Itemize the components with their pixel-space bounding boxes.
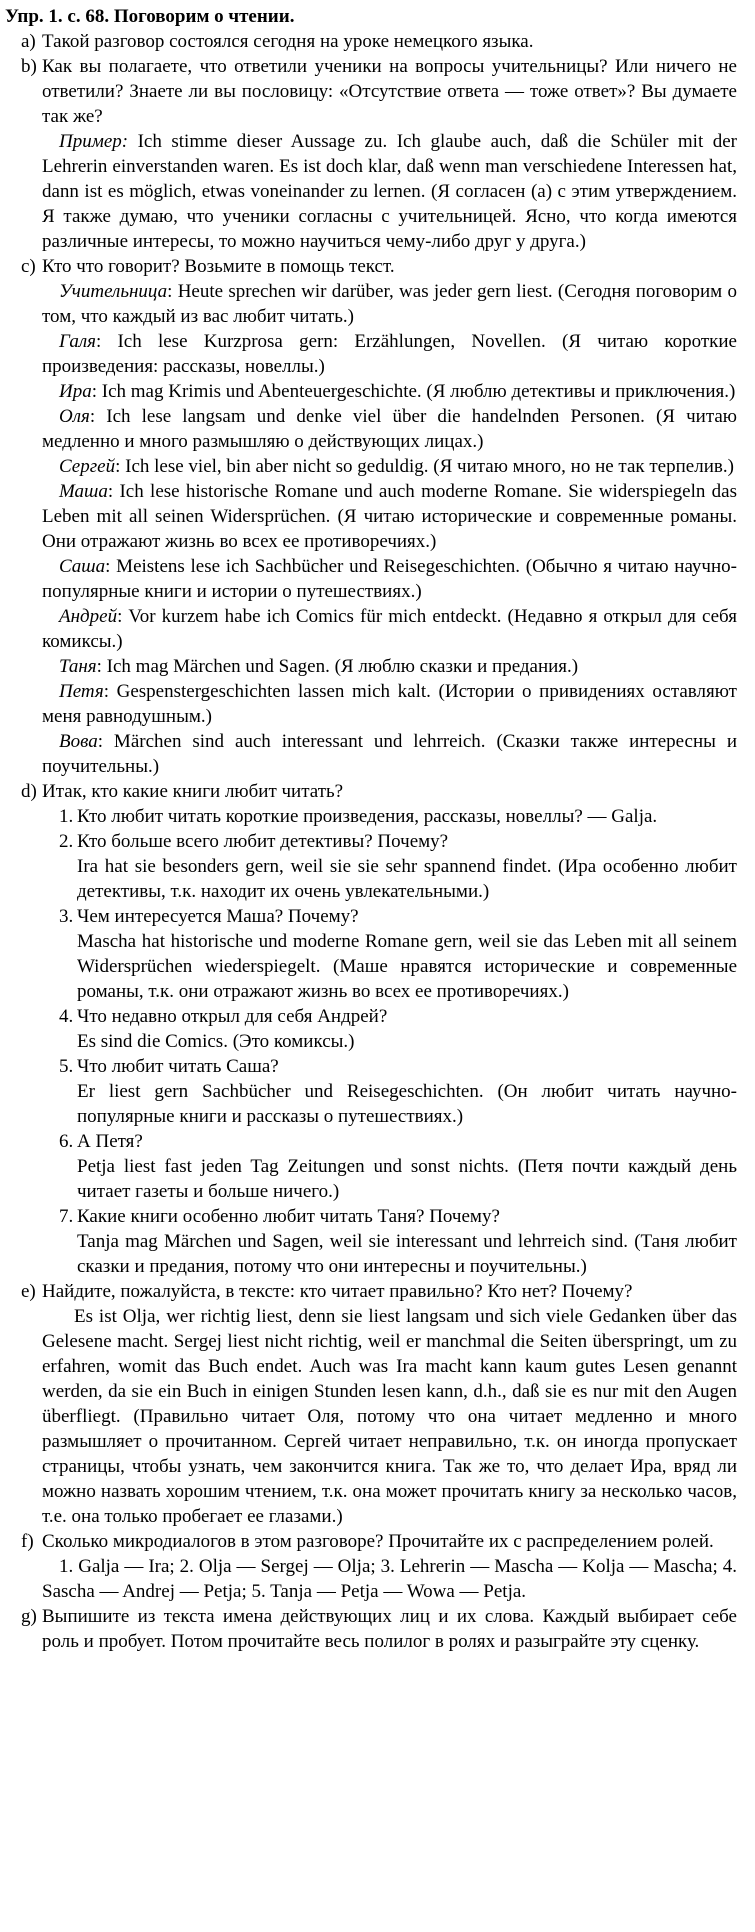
roles-list: 1. Galja — Ira; 2. Olja — Sergej — Olja; 3. Lehrerin — Mascha — Kolja — Mascha; 4. Sascha — Andrej — Petja; 5. Tanja — Petja — Wowa — Petja. [42,1556,737,1602]
speaker-name: Таня [59,656,97,677]
exercise-title: Упр. 1. с. 68. Поговорим о чтении. [5,6,295,27]
question-text: А Петя? [77,1131,143,1152]
answer-text: Ira hat sie besonders gern, weil sie sie sehr spannend findet. (Ира особенно любит детективы, т.к. находит их очень увлекательными.) [77,856,737,902]
item-label-g: g) [21,1606,37,1627]
question-number: 6. [59,1131,74,1152]
speaker-name: Учительница [59,281,168,302]
dialogue-line [42,554,737,604]
dialogue-text: : Gespenstergeschichten lassen mich kalt. (Истории о привидениях оставляют меня равнодушным.) [42,681,737,727]
dialogue-text: : Ich lese langsam und denke viel über die handelnden Personen. (Я читаю медленно и много размышляю о действующих лицах.) [42,406,737,452]
item-text-b: Как вы полагаете, что ответили ученики на вопросы учительницы? Или ничего не ответили? Знаете ли вы пословицу: «Отсутствие ответа — тоже ответ»? Вы думаете так же? [42,56,737,127]
exercise-item-f [5,1529,737,1604]
example-paragraph [42,129,737,254]
answer-paragraph: Es ist Olja, wer richtig liest, denn sie liest langsam und sich viele Gedanken über das Gelesene macht. Sergej liest nicht richtig, weil er manchmal die Seiten überspringt, um zu erfahren, womit das Buch endet. Auch was Ira macht kann kaum gutes Lesen genannt werden, da sie ein Buch in einigen Stunden lesen kann, d.h., daß sie es nur mit den Augen überfliegt. (Правильно читает Оля, потому что она читает медленно и много размышляет о прочитанном. Сергей читает неправильно, т.к. он иногда пропускает страницы, чтобы узнать, чем закончится книга. Так же то, что делает Ира, вряд ли можно назвать хорошим чтением, т.к. она может прочитать книгу за несколько часов, т.е. она только пробегает ее глазами.) [42,1306,737,1527]
dialogue-line [42,329,737,379]
dialogue-text: : Ich mag Krimis und Abenteuergeschichte. (Я люблю детективы и приключения.) [91,381,736,402]
speaker-name: Андрей [59,606,118,627]
question-text: Кто больше всего любит детективы? Почему? [77,831,449,852]
question-number: 7. [59,1206,74,1227]
exercise-item-g [5,1604,737,1654]
speaker-name: Оля [59,406,90,427]
item-text-g: Выпишите из текста имена действующих лиц и их слова. Каждый выбирает себе роль и пробует. Потом прочитайте весь полилог в ролях и разыграйте эту сценку. [42,1606,737,1652]
dialogue-text: : Ich lese Kurzprosa gern: Erzählungen, Novellen. (Я читаю короткие произведения: рассказы, новеллы.) [42,331,737,377]
speaker-name: Вова [59,731,98,752]
item-text-a: Такой разговор состоялся сегодня на уроке немецкого языка. [42,31,534,52]
item-label-f: f) [21,1531,34,1552]
dialogue-line [42,479,737,554]
dialogue-text: : Ich mag Märchen und Sagen. (Я люблю сказки и предания.) [96,656,579,677]
speaker-name: Петя [59,681,104,702]
dialogue-text: : Märchen sind auch interessant und lehrreich. (Сказки также интересны и поучительны.) [42,731,737,777]
question-text: Что любит читать Саша? [77,1056,279,1077]
dialogue-text: : Ich lese viel, bin aber nicht so geduldig. (Я читаю много, но не так терпелив.) [115,456,734,477]
item-label-b: b) [21,56,37,77]
answer-text: Petja liest fast jeden Tag Zeitungen und sonst nichts. (Петя почти каждый день читает газеты и больше ничего.) [77,1156,737,1202]
item-label-d: d) [21,781,37,802]
item-label-c: c) [21,256,36,277]
speaker-name: Галя [59,331,96,352]
answer-text: Mascha hat historische und moderne Romane gern, weil sie das Leben mit all seinem Widersprüchen wiederspiegelt. (Маше нравятся исторические и современные романы, т.к. они отражают жизнь во всех ее противоречиях.) [77,931,737,1002]
question-text: Чем интересуется Маша? Почему? [77,906,359,927]
exercise-item-c [5,254,737,779]
answer-text: Es sind die Comics. (Это комиксы.) [77,1031,355,1052]
question-number: 5. [59,1056,74,1077]
speaker-name: Ира [59,381,92,402]
question-item [59,904,737,1004]
exercise-item-a [5,29,737,54]
question-text: Какие книги особенно любит читать Таня? Почему? [77,1206,500,1227]
question-number: 2. [59,831,74,852]
answer-text: Tanja mag Märchen und Sagen, weil sie interessant und lehrreich sind. (Таня любит сказки и предания, потому что они интересны и поучительны.) [77,1231,737,1277]
dialogue-text: : Vor kurzem habe ich Comics für mich entdeckt. (Недавно я открыл для себя комиксы.) [42,606,737,652]
dialogue-line [42,679,737,729]
example-text: Ich stimme dieser Aussage zu. Ich glaube auch, daß die Schüler mit der Lehrerin einverstanden waren. Es ist doch klar, daß wenn man verschiedene Interessen hat, dann ist es möglich, etwas voneinander zu lernen. (Я согласен (а) с этим утверждением. Я также думаю, что ученики согласны с учительницей. Ясно, что когда имеются различные интересы, то можно научиться чему-либо друг у друга.) [42,131,737,252]
exercise-item-d [5,779,737,1279]
dialogue-text: : Ich lese historische Romane und auch moderne Romane. Sie widerspiegeln das Leben mit all seinen Widersprüchen. (Я читаю исторические и современные романы. Они отражают жизнь во всех ее противоречиях.) [42,481,737,552]
question-item [59,1204,737,1279]
speaker-name: Сергей [59,456,116,477]
dialogue-line [42,454,737,479]
question-number: 3. [59,906,74,927]
dialogue-line [42,279,737,329]
item-label-a: a) [21,31,36,52]
speaker-name: Маша [59,481,108,502]
dialogue-line [42,379,737,404]
dialogue-line [42,729,737,779]
question-text: Что недавно открыл для себя Андрей? [77,1006,388,1027]
question-item [59,804,737,829]
question-number: 1. [59,806,74,827]
item-text-d: Итак, кто какие книги любит читать? [42,781,344,802]
dialogue-line [42,404,737,454]
dialogue-text: : Meistens lese ich Sachbücher und Reisegeschichten. (Обычно я читаю научно-популярные книги и истории о путешествиях.) [42,556,737,602]
question-item [59,1054,737,1129]
dialogue-text: : Heute sprechen wir darüber, was jeder gern liest. (Сегодня поговорим о том, что каждый из вас любит читать.) [42,281,737,327]
speaker-name: Саша [59,556,106,577]
exercise-item-e [5,1279,737,1529]
question-item [59,829,737,904]
dialogue-line [42,604,737,654]
question-text: Кто любит читать короткие произведения, рассказы, новеллы? — Galja. [77,806,658,827]
exercise-item-b [5,54,737,254]
item-text-e: Найдите, пожалуйста, в тексте: кто читает правильно? Кто нет? Почему? [42,1281,633,1302]
question-item [59,1129,737,1204]
item-label-e: e) [21,1281,36,1302]
example-label: Пример: [59,131,129,152]
item-text-f: Сколько микродиалогов в этом разговоре? Прочитайте их с распределением ролей. [42,1531,714,1552]
item-text-c: Кто что говорит? Возьмите в помощь текст. [42,256,395,277]
question-number: 4. [59,1006,74,1027]
question-item [59,1004,737,1054]
question-list [59,804,737,1279]
answer-text: Er liest gern Sachbücher und Reisegeschichten. (Он любит читать научно-популярные книги и рассказы о путешествиях.) [77,1081,737,1127]
dialogue-line [42,654,737,679]
